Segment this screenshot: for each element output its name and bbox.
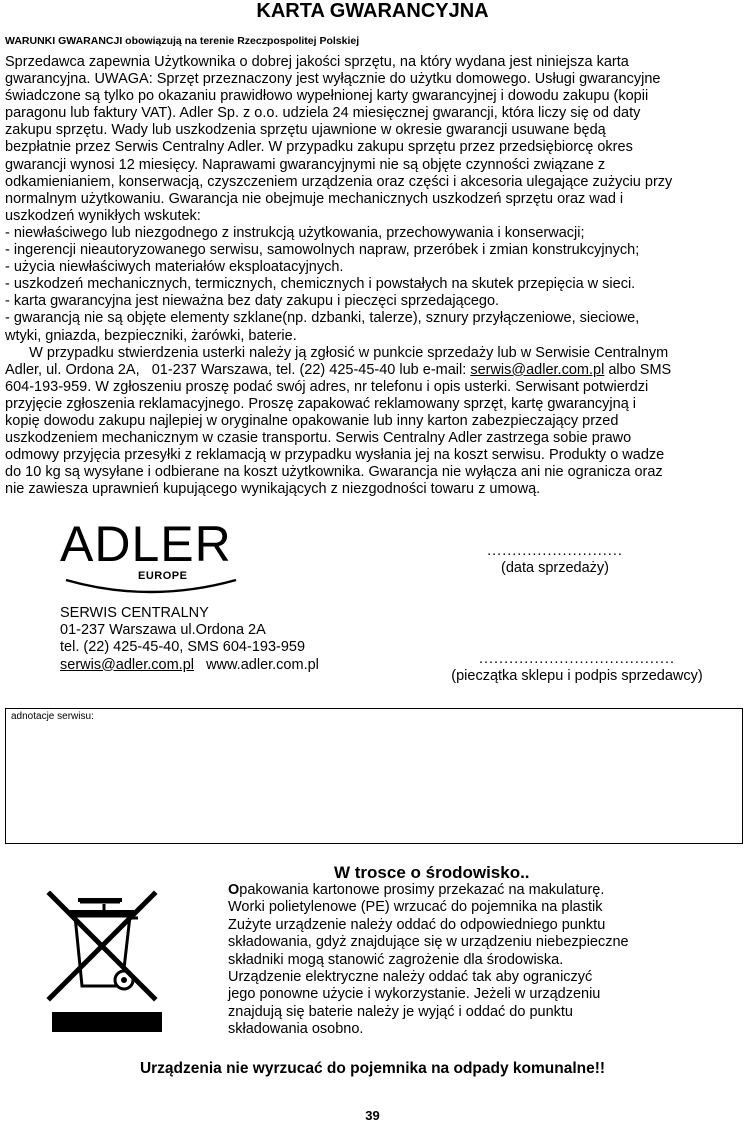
page-number: 39 [365,1108,380,1123]
environment-line: składowania, gdyż znajdujące się w urządzeniu niebezpieczne [228,934,629,951]
contact-email-link[interactable]: serwis@adler.com.pl [60,656,194,673]
contact-website[interactable]: www.adler.com.pl [193,656,319,673]
terms-line: odmowy przyjęcia przesyłki z reklamacją w przypadku wysłania jej na koszt serwisu. Produkty o wadze [5,447,665,464]
terms-line: - gwarancją nie są objęte elementy szklane(np. dzbanki, talerze), sznury przyłączeniowe, sieciowe, [5,310,640,327]
service-address-line [5,362,743,379]
terms-line: gwarancyjna. UWAGA: Sprzęt przeznaczony jest wyłącznie do użytku domowego. Usługi gwarancyjne [5,71,661,88]
environment-line: Opakowania kartonowe prosimy przekazać na makulaturę. [228,882,605,898]
terms-line: przyjęcie zgłoszenia reklamacyjnego. Proszę zapakować reklamowany sprzęt, kartę gwarancyjną i [5,395,637,412]
terms-line: Sprzedawca zapewnia Użytkownika o dobrej jakości sprzętu, na który wydana jest niniejsza karta [5,54,629,70]
terms-line: - uszkodzeń mechanicznych, termicznych, chemicznych i powstałych na skutek przepięcia w sieci. [5,276,636,293]
address-text-end: albo SMS [604,361,672,378]
sale-date-dots: ........................... [487,543,623,559]
environment-title: W trosce o środowisko.. [334,863,530,882]
terms-line: odkamienianiem, konserwacją, czyszczeniem urządzenia oraz części i akcesoria ulegające zużyciu przy [5,173,673,190]
shop-stamp-field [432,651,722,685]
stamp-label: (pieczątka sklepu i podpis sprzedawcy) [451,668,703,684]
terms-line: uszkodzeń wynikłych wskutek: [5,207,201,224]
terms-line: świadczone są tylko po okazaniu prawidłowo wypełnionej karty gwarancyjnej i dowodu zakupu (kopii [5,88,649,105]
sale-date-field [455,543,655,577]
service-email-link[interactable]: serwis@adler.com.pl [470,361,605,378]
terms-line: normalnym użytkowaniu. Gwarancja nie obejmuje mechanicznych uszkodzeń sprzętu oraz wad i [5,190,624,207]
environment-line: znajdują się baterie należy je wyjąć i oddać do punktu [228,1003,573,1020]
logo-subtitle: EUROPE [138,570,188,582]
contact-heading: SERWIS CENTRALNY [60,605,209,621]
terms-line: - ingerencji nieautoryzowanego serwisu, samowolnych napraw, przeróbek i zmian konstrukcyjnych; [5,242,640,259]
contact-links [60,657,319,674]
terms-line: W przypadku stwierdzenia usterki należy ją zgłosić w punkcie sprzedaży lub w Serwisie Centralnym [5,344,669,361]
environment-line: składowania osobno. [228,1021,364,1038]
logo-swoosh-icon [60,574,240,598]
environment-line: składniki mogą stanowić zagrożenie dla środowiska. [228,951,564,968]
stamp-dots: ....................................... [478,651,676,667]
service-contact [60,605,319,674]
page-title: KARTA GWARANCYJNA [256,0,489,22]
terms-line: - użycia niewłaściwych materiałów eksploatacyjnych. [5,259,344,276]
contact-address: 01-237 Warszawa ul.Ordona 2A [60,622,266,639]
address-text: Adler, ul. Ordona 2A, 01-237 Warszawa, tel. (22) 425-45-40 lub e-mail: [5,361,471,378]
adler-logo [60,516,240,598]
logo-wordmark: ADLER [60,516,232,572]
terms-line: paragonu lub faktury VAT). Adler Sp. z o.o. udziela 24 miesięcznej gwarancji, która liczy się od daty [5,105,641,122]
service-notes-label: adnotacje serwisu: [11,711,94,722]
environment-line: Zużyte urządzenie należy oddać do odpowiedniego punktu [228,916,606,933]
disposal-warning: Urządzenia nie wyrzucać do pojemnika na odpady komunalne!! [139,1060,606,1077]
environment-line: Worki polietylenowe (PE) wrzucać do pojemnika na plastik [228,899,603,916]
terms-line: gwarancji wynosi 12 miesięcy. Naprawami gwarancyjnymi nie są objęte czynności związane z [5,156,606,173]
environment-line: jego ponowne użycie i wykorzystanie. Jeżeli w urządzeniu [228,986,601,1003]
environment-instructions [228,882,629,1039]
terms-line: nie zawiesza uprawnień kupującego wynikających z niezgodności towaru z umową. [5,481,541,498]
sale-date-label: (data sprzedaży) [501,560,609,576]
terms-line: uszkodzeniem mechanicznym w czasie transportu. Serwis Centralny Adler zastrzega sobie prawo [5,430,632,447]
crossed-out-wheelie-bin-icon [42,888,172,1034]
terms-line: wtyki, gniazda, bezpieczniki, żarówki, baterie. [5,327,297,344]
contact-phone: tel. (22) 425-45-40, SMS 604-193-959 [60,639,306,656]
terms-line: bezpłatnie przez Serwis Centralny Adler. W przypadku zakupu sprzętu przez przedsiębiorcę okres [5,139,633,156]
terms-line: 604-193-959. W zgłoszeniu proszę podać swój adres, nr telefonu i opis usterki. Serwisant potwierdzi [5,378,649,395]
terms-line: zakupu sprzętu. Wady lub uszkodzenia sprzętu ujawnione w okresie gwarancji usuwane będą [5,122,606,139]
terms-line: - niewłaściwego lub niezgodnego z instrukcją użytkowania, przechowywania i konserwacji; [5,224,585,241]
warranty-conditions-heading: WARUNKI GWARANCJI obowiązują na terenie Rzeczpospolitej Polskiej [5,35,360,47]
environment-line: Urządzenie elektryczne należy oddać tak aby ograniczyć [228,969,593,986]
terms-line: - karta gwarancyjna jest nieważna bez daty zakupu i pieczęci sprzedającego. [5,293,500,310]
warranty-terms [5,54,743,498]
terms-line: do 10 kg są wysyłane i odbierane na koszt użytkownika. Gwarancja nie wyłącza ani nie ogranicza oraz [5,464,663,481]
service-notes-box[interactable] [5,708,743,844]
terms-line: kopię dowodu zakupu najlepiej w oryginalne opakowanie lub inny karton zabezpieczający przed [5,412,619,429]
